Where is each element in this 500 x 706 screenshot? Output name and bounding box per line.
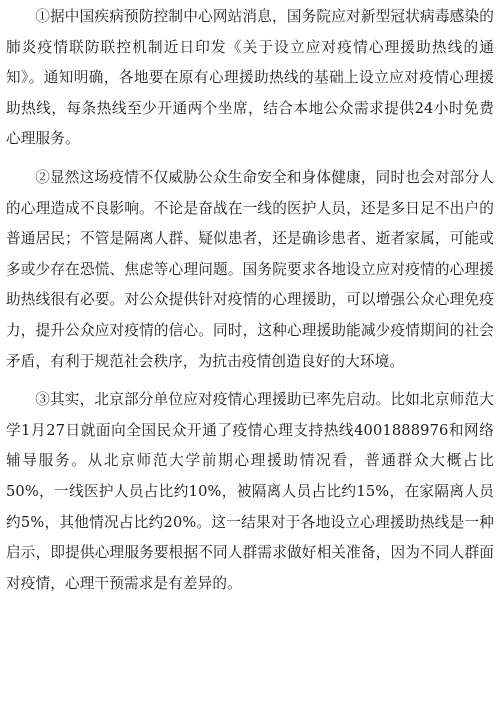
paragraph-3: ③其实，北京部分单位应对疫情心理援助已率先启动。比如北京师范大学1月27日就面向全国民众开通了疫情心理支持热线4001888976和网络辅导服务。从北京师范大学前期心理援助情况看，普通群众大概占比50%，一线医护人员占比约10%，被隔离人员占比约15%，在家隔离人员约5%，其他情况占比约20%。这一结果对于各地设立心理援助热线是一种启示，即提供心理服务要根据不同人群需求做好相关准备，因为不同人群面对疫情，心理干预需求是有差异的。: [6, 391, 494, 592]
paragraph-2: ②显然这场疫情不仅威胁公众生命安全和身体健康，同时也会对部分人的心理造成不良影响。不论是奋战在一线的医护人员，还是多日足不出户的普通居民；不管是隔离人群、疑似患者，还是确诊患者、逝者家属，可能或多或少存在恐慌、焦虑等心理问题。国务院要求各地设立应对疫情的心理援助热线很有必要。对公众提供针对疫情的心理援助，可以增强公众心理免疫力，提升公众应对疫情的信心。同时，这种心理援助能减少疫情期间的社会矛盾，有利于规范社会秩序，为抗击疫情创造良好的大环境。: [6, 168, 494, 370]
paragraph-1: ①据中国疾病预防控制中心网站消息，国务院应对新型冠状病毒感染的肺炎疫情联防联控机制近日印发《关于设立应对疫情心理援助热线的通知》。通知明确，各地要在原有心理援助热线的基础上设立应对疫情心理援助热线，每条热线至少开通两个坐席，结合本地公众需求提供24小时免费心理服务。: [6, 8, 494, 148]
